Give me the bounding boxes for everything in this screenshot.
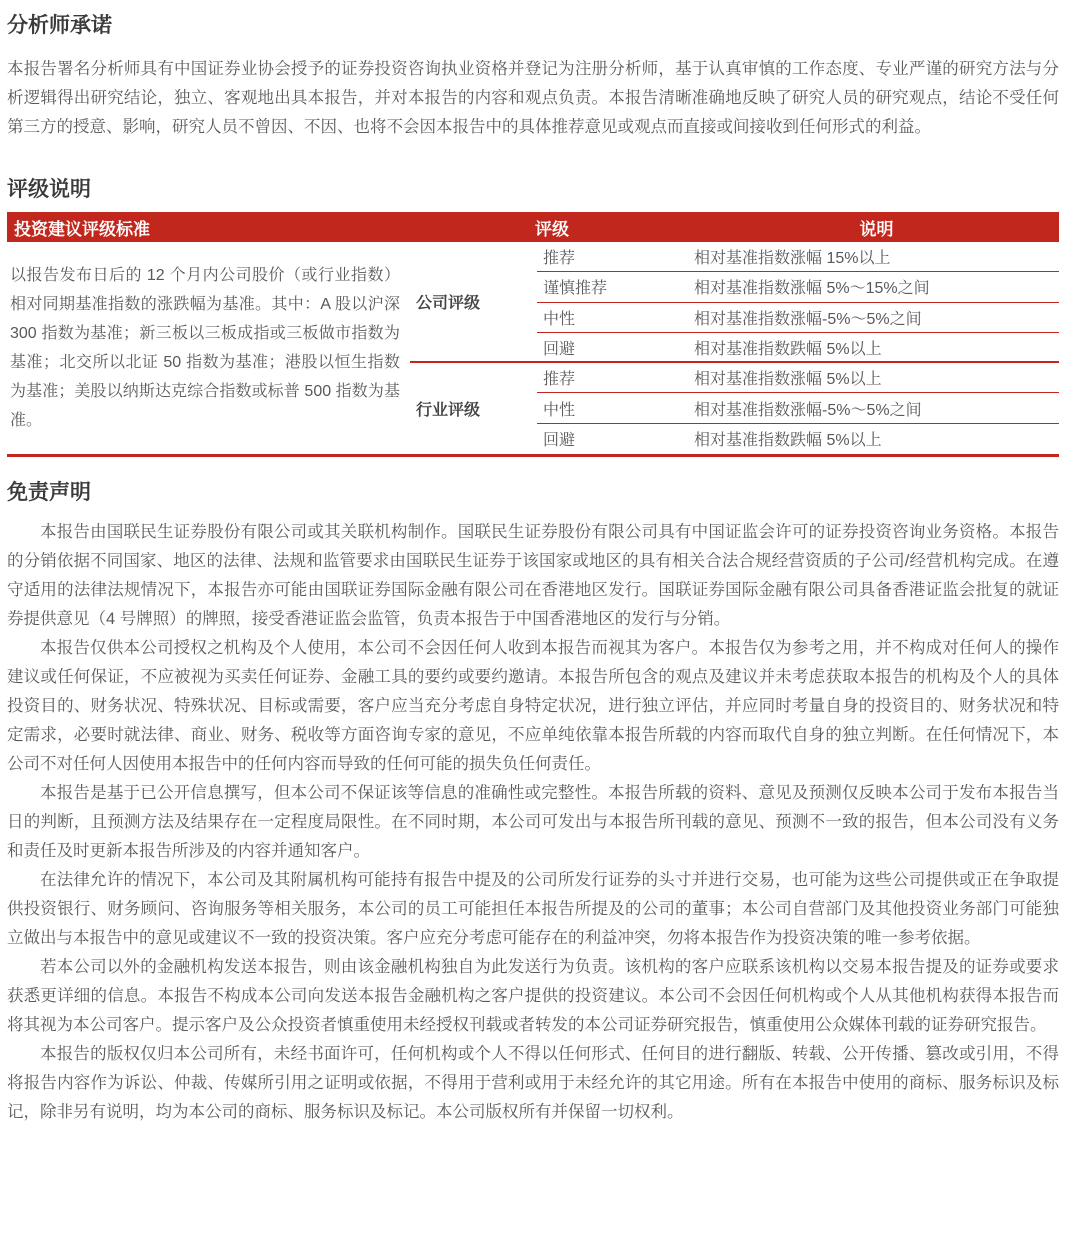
disclaimer-paragraph: 本报告由国联民生证券股份有限公司或其关联机构制作。国联民生证券股份有限公司具有中国证监会许可的证券投资咨询业务资格。本报告的分销依据不同国家、地区的法律、法规和监管要求由国联民生证券于该国家或地区的具有相关合法合规经营资质的子公司/经营机构完成。在遵守适用的法律法规情况下，本报告亦可能由国联证券国际金融有限公司在香港地区发行。国联证券国际金融有限公司具备香港证监会批复的就证券提供意见（4 号牌照）的牌照，接受香港证监会监管，负责本报告于中国香港地区的发行与分销。	[7, 523, 1059, 629]
description-cell: 相对基准指数涨幅 5%以上	[694, 363, 1059, 393]
disclaimer-section	[7, 479, 1059, 1127]
description-cell: 相对基准指数涨幅 5%～15%之间	[694, 272, 1059, 302]
description-cell: 相对基准指数涨幅 15%以上	[694, 242, 1059, 272]
rating-cell: 推荐	[537, 363, 694, 393]
disclaimer-title: 免责声明	[7, 481, 91, 505]
analyst-commitment-text: 本报告署名分析师具有中国证券业协会授予的证券投资咨询执业资格并登记为注册分析师，基于认真审慎的工作态度、专业严谨的研究方法与分析逻辑得出研究结论，独立、客观地出具本报告，并对本报告的内容和观点负责。本报告清晰准确地反映了研究人员的研究观点，结论不受任何第三方的授意、影响，研究人员不曾因、不因、也将不会因本报告中的具体推荐意见或观点而直接或间接收到任何形式的利益。	[7, 60, 1059, 136]
disclaimer-paragraph: 本报告仅供本公司授权之机构及个人使用，本公司不会因任何人收到本报告而视其为客户。本报告仅为参考之用，并不构成对任何人的操作建议或任何保证，不应被视为买卖任何证券、金融工具的要约或要约邀请。本报告所包含的观点及建议并未考虑获取本报告的机构及个人的具体投资目的、财务状况、特殊状况、目标或需要，客户应当充分考虑自身特定状况，进行独立评估，并应同时考量自身的投资目的、财务状况和特定需求，必要时就法律、商业、财务、税收等方面咨询专家的意见，不应单纯依靠本报告所载的内容而取代自身的独立判断。在任何情况下，本公司不对任何人因使用本报告中的任何内容而导致的任何可能的损失负任何责任。	[7, 639, 1059, 774]
rating-section-title: 评级说明	[7, 178, 91, 201]
disclaimer-paragraph: 本报告的版权仅归本公司所有，未经书面许可，任何机构或个人不得以任何形式、任何目的进行翻版、转载、公开传播、篡改或引用，不得将报告内容作为诉讼、仲裁、传媒所引用之证明或依据，不得用于营利或用于未经允许的其它用途。所有在本报告中使用的商标、服务标识及标记，除非另有说明，均为本公司的商标、服务标识及标记。本公司版权所有并保留一切权利。	[7, 1045, 1059, 1122]
header-criteria: 投资建议评级标准	[14, 219, 150, 239]
disclaimer-paragraph: 在法律允许的情况下，本公司及其附属机构可能持有报告中提及的公司所发行证券的头寸并进行交易，也可能为这些公司提供或正在争取提供投资银行、财务顾问、咨询服务等相关服务，本公司的员工可能担任本报告所提及的公司的董事；本公司自营部门及其他投资业务部门可能独立做出与本报告中的意见或建议不一致的投资决策。客户应充分考虑可能存在的利益冲突，勿将本报告作为投资决策的唯一参考依据。	[7, 871, 1059, 948]
rating-table-header	[7, 212, 1059, 242]
rating-cell: 谨慎推荐	[537, 272, 694, 302]
description-cell: 相对基准指数涨幅-5%～5%之间	[694, 393, 1059, 423]
category-cell-company: 公司评级	[410, 242, 537, 363]
rating-cell: 中性	[537, 303, 694, 333]
rating-section	[7, 176, 1059, 457]
description-cell: 相对基准指数跌幅 5%以上	[694, 432, 882, 450]
criteria-cell: 以报告发布日后的 12 个月内公司股价（或行业指数）相对同期基准指数的涨跌幅为基准。其中：A 股以沪深 300 指数为基准；新三板以三板成指或三板做市指数为基准；北交所以北证 50 指数为基准；港股以恒生指数为基准；美股以纳斯达克综合指数或标普 500 指数为基准。	[10, 267, 400, 430]
disclaimer-paragraph: 本报告是基于已公开信息撰写，但本公司不保证该等信息的准确性或完整性。本报告所载的资料、意见及预测仅反映本公司于发布本报告当日的判断，且预测方法及结果存在一定程度局限性。在不同时期，本公司可发出与本报告所刊载的意见、预测不一致的报告，但本公司没有义务和责任及时更新本报告所涉及的内容并通知客户。	[7, 784, 1059, 861]
rating-table-body	[7, 242, 1059, 457]
analyst-commitment-title: 分析师承诺	[7, 14, 112, 37]
description-cell: 相对基准指数跌幅 5%以上	[694, 333, 1059, 363]
disclaimer-paragraph: 若本公司以外的金融机构发送本报告，则由该金融机构独自为此发送行为负责。该机构的客户应联系该机构以交易本报告提及的证券或要求获悉更详细的信息。本报告不构成本公司向发送本报告金融机构之客户提供的投资建议。本公司不会因任何机构或个人从其他机构获得本报告而将其视为本公司客户。提示客户及公众投资者慎重使用未经授权刊载或者转发的本公司证券研究报告，慎重使用公众媒体刊载的证券研究报告。	[7, 958, 1059, 1035]
description-cell: 相对基准指数涨幅-5%～5%之间	[694, 303, 1059, 333]
rating-cell: 中性	[537, 393, 694, 423]
header-rating: 评级	[535, 219, 569, 239]
rating-cell: 回避	[537, 333, 694, 363]
category-cell-industry: 行业评级	[416, 402, 481, 420]
rating-cell: 推荐	[537, 242, 694, 272]
header-description: 说明	[859, 219, 894, 239]
rating-table	[7, 212, 1059, 457]
analyst-commitment-section	[7, 12, 1059, 142]
rating-cell: 回避	[543, 432, 576, 450]
